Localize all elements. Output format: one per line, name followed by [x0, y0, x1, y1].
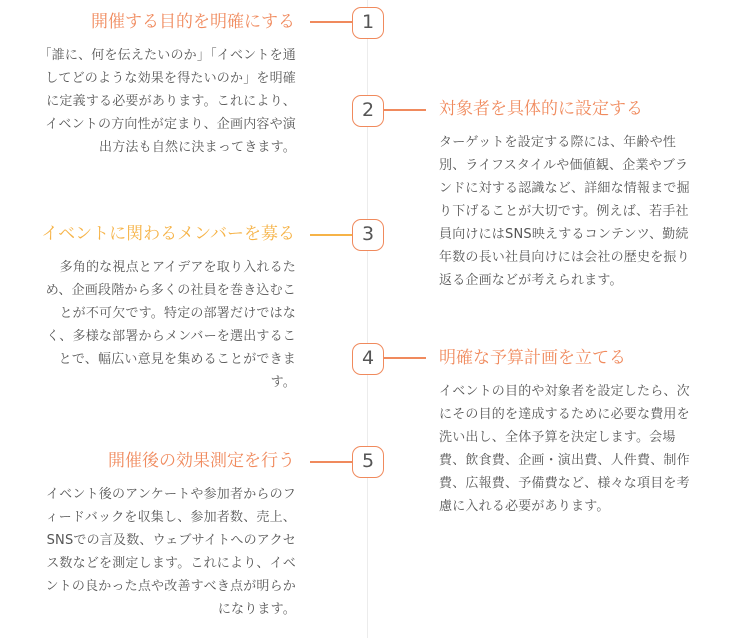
step-number-2: 2: [352, 95, 384, 127]
step-body-3: 多角的な視点とアイデアを取り入れるため、企画段階から多くの社員を巻き込むことが不可欠です。特定の部署だけではなく、多様な部署からメンバーを選出することで、幅広い意見を集めることができます。: [45, 260, 296, 390]
step-number-1: 1: [352, 7, 384, 39]
step-body-1: 「誰に、何を伝えたいのか」「イベントを通してどのような効果を得たいのか」を明確に定義する必要があります。これにより、イベントの方向性が定まり、企画内容や演出方法も自然に決まってきます。: [38, 48, 296, 155]
step-title-5: 開催後の効果測定を行う: [108, 451, 295, 471]
step-body-2: ターゲットを設定する際には、年齢や性別、ライフスタイルや価値観、企業やブランドに対する認識など、詳細な情報まで掘り下げることが大切です。例えば、若手社員向けにはSNS映えするコンテンツ、勤続年数の長い社員向けには会社の歴史を振り返る企画などが考えられます。: [439, 135, 690, 288]
connector-4: [384, 357, 426, 359]
connector-5: [310, 461, 352, 463]
step-title-4: 明確な予算計画を立てる: [439, 348, 626, 368]
step-body-4: イベントの目的や対象者を設定したら、次にその目的を達成するために必要な費用を洗い出し、全体予算を決定します。会場費、飲食費、企画・演出費、人件費、制作費、広報費、予備費など、様々な項目を考慮に入れる必要があります。: [439, 384, 690, 514]
connector-3: [310, 234, 352, 236]
step-title-3: イベントに関わるメンバーを募る: [41, 224, 295, 244]
step-title-1: 開催する目的を明確にする: [91, 12, 295, 32]
step-number-3: 3: [352, 219, 384, 251]
step-number-4: 4: [352, 343, 384, 375]
step-body-5: イベント後のアンケートや参加者からのフィードバックを収集し、参加者数、売上、SNSでの言及数、ウェブサイトへのアクセス数などを測定します。これにより、イベントの良かった点や改善すべき点が明らかになります。: [45, 487, 296, 617]
connector-1: [310, 21, 352, 23]
step-number-5: 5: [352, 446, 384, 478]
step-title-2: 対象者を具体的に設定する: [439, 99, 643, 119]
connector-2: [384, 109, 426, 111]
